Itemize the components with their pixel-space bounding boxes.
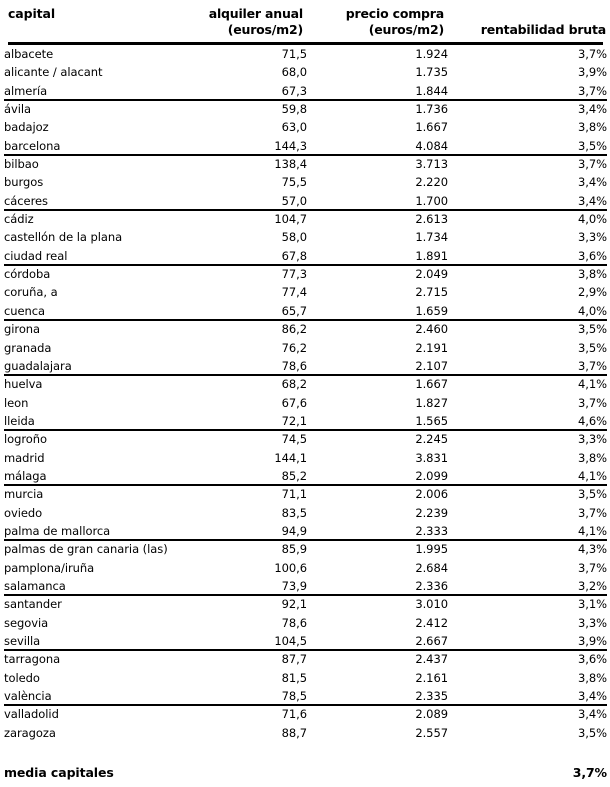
cell-precio: 2.239 [415,505,448,520]
cell-rentabilidad: 4,1% [577,523,607,538]
cell-precio: 1.667 [415,120,448,135]
cell-precio: 1.667 [415,377,448,392]
table-row[interactable] [4,340,606,358]
table-row[interactable] [4,596,606,614]
table-row[interactable] [4,284,606,302]
cell-precio: 2.049 [415,267,448,282]
table-row[interactable] [4,138,606,156]
cell-capital: zaragoza [4,725,56,740]
cell-capital: córdoba [4,267,51,282]
cell-rentabilidad: 3,4% [577,175,607,190]
cell-precio: 2.089 [415,707,448,722]
cell-alquiler: 85,9 [281,542,307,557]
cell-capital: pamplona/iruña [4,560,95,575]
cell-rentabilidad: 3,6% [577,248,607,263]
cell-rentabilidad: 3,7% [577,83,607,98]
column-header-rentabilidad-bruta: rentabilidad bruta [480,21,606,37]
table-row[interactable] [4,358,606,376]
cell-rentabilidad: 3,5% [577,340,607,355]
column-header-capital: capital [8,6,56,21]
table-row[interactable] [4,486,606,504]
cell-rentabilidad: 3,4% [577,193,607,208]
cell-rentabilidad: 3,3% [577,432,607,447]
cell-alquiler: 71,5 [281,47,307,61]
table-footer [4,765,606,787]
table-row[interactable] [4,119,606,137]
cell-alquiler: 63,0 [281,120,307,135]
cell-alquiler: 104,7 [274,212,307,227]
cell-precio: 1.995 [415,542,448,557]
cell-rentabilidad: 3,5% [577,487,607,502]
cell-capital: granada [4,340,52,355]
cell-rentabilidad: 3,2% [577,578,607,593]
cell-precio: 1.565 [415,413,448,428]
cell-precio: 1.700 [415,193,448,208]
cell-capital: madrid [4,450,45,465]
table-row[interactable] [4,266,606,284]
cell-precio: 4.084 [415,138,448,153]
cell-alquiler: 138,4 [274,157,307,172]
cell-alquiler: 57,0 [281,193,307,208]
cell-alquiler: 59,8 [281,102,307,117]
table-row[interactable] [4,706,606,724]
cell-capital: logroño [4,432,48,447]
table-row[interactable] [4,64,606,82]
cell-rentabilidad: 4,1% [577,377,607,392]
table-row[interactable] [4,156,606,174]
table-row-group [4,486,606,541]
cell-rentabilidad: 4,0% [577,212,607,227]
cell-alquiler: 74,5 [281,432,307,447]
cell-alquiler: 100,6 [274,560,307,575]
cell-precio: 2.460 [415,322,448,337]
table-row[interactable] [4,46,606,64]
cell-rentabilidad: 3,5% [577,322,607,337]
cell-capital: santander [4,597,62,612]
cell-rentabilidad: 3,7% [577,157,607,172]
cell-rentabilidad: 3,7% [577,358,607,373]
cell-rentabilidad: 3,7% [577,47,607,61]
table-row[interactable] [4,560,606,578]
cell-capital: almería [4,83,48,98]
cell-alquiler: 144,3 [274,138,307,153]
cell-precio: 2.006 [415,487,448,502]
cell-capital: segovia [4,615,49,630]
cell-precio: 2.335 [415,689,448,704]
table-row[interactable] [4,633,606,651]
cell-rentabilidad: 3,4% [577,102,607,117]
cell-precio: 2.613 [415,212,448,227]
table-row-group [4,156,606,211]
table-row[interactable] [4,101,606,119]
cell-alquiler: 88,7 [281,725,307,740]
cell-rentabilidad: 3,7% [577,505,607,520]
cell-rentabilidad: 3,7% [577,560,607,575]
cell-precio: 1.734 [415,230,448,245]
cell-alquiler: 92,1 [281,597,307,612]
cell-alquiler: 71,1 [281,487,307,502]
cell-capital: salamanca [4,578,66,593]
cell-capital: oviedo [4,505,43,520]
cell-precio: 3.010 [415,597,448,612]
cell-precio: 1.659 [415,303,448,318]
cell-rentabilidad: 3,9% [577,634,607,648]
cell-rentabilidad: 3,8% [577,267,607,282]
cell-capital: tarragona [4,652,61,667]
cell-capital: castellón de la plana [4,230,123,245]
table-row[interactable] [4,321,606,339]
table-row-group [4,431,606,486]
cell-precio: 1.735 [415,65,448,80]
table-row-group [4,321,606,376]
cell-precio: 1.736 [415,102,448,117]
cell-rentabilidad: 3,4% [577,689,607,704]
table-row[interactable] [4,248,606,266]
cell-capital: huelva [4,377,43,392]
cell-alquiler: 73,9 [281,578,307,593]
cell-rentabilidad: 3,6% [577,652,607,667]
cell-capital: cádiz [4,212,34,227]
cell-alquiler: 104,5 [274,634,307,648]
cell-alquiler: 83,5 [281,505,307,520]
cell-capital: sevilla [4,634,41,648]
cell-precio: 1.827 [415,395,448,410]
cell-alquiler: 65,7 [281,303,307,318]
table-row[interactable] [4,670,606,688]
cell-capital: badajoz [4,120,49,135]
cell-alquiler: 68,0 [281,65,307,80]
table-row-group [4,101,606,156]
cell-alquiler: 58,0 [281,230,307,245]
cell-rentabilidad: 3,3% [577,615,607,630]
table-row[interactable] [4,413,606,431]
cell-alquiler: 67,8 [281,248,307,263]
column-header-alquiler-line1: alquiler anual [208,6,303,21]
column-header-precio-line1: precio compra [345,6,444,21]
cell-alquiler: 144,1 [274,450,307,465]
cell-capital: coruña, a [4,285,58,300]
cell-precio: 1.924 [415,47,448,61]
table-row[interactable] [4,211,606,229]
cell-capital: murcia [4,487,44,502]
cell-rentabilidad: 3,8% [577,120,607,135]
cell-precio: 2.099 [415,468,448,483]
cell-alquiler: 77,3 [281,267,307,282]
cell-alquiler: 67,3 [281,83,307,98]
cell-capital: barcelona [4,138,61,153]
cell-rentabilidad: 3,5% [577,725,607,740]
table-row[interactable] [4,468,606,486]
table-row[interactable] [4,395,606,413]
cell-capital: valència [4,689,52,704]
table-row[interactable] [4,651,606,669]
cell-alquiler: 87,7 [281,652,307,667]
cell-rentabilidad: 3,3% [577,230,607,245]
table-row-group [4,46,606,101]
cell-precio: 2.715 [415,285,448,300]
cell-rentabilidad: 3,9% [577,65,607,80]
cell-capital: albacete [4,47,54,61]
table-header [4,0,606,43]
cell-rentabilidad: 4,0% [577,303,607,318]
cell-rentabilidad: 3,1% [577,597,607,612]
cell-precio: 2.191 [415,340,448,355]
cell-rentabilidad: 3,8% [577,670,607,685]
cell-precio: 2.412 [415,615,448,630]
table-row[interactable] [4,229,606,247]
table-row[interactable] [4,83,606,101]
cell-alquiler: 94,9 [281,523,307,538]
table-row[interactable] [4,376,606,394]
cell-precio: 2.684 [415,560,448,575]
table-row-group [4,266,606,321]
table-row[interactable] [4,431,606,449]
cell-precio: 1.891 [415,248,448,263]
cell-rentabilidad: 3,4% [577,707,607,722]
cell-rentabilidad: 2,9% [577,285,607,300]
cell-rentabilidad: 4,6% [577,413,607,428]
cell-precio: 2.667 [415,634,448,648]
table-row[interactable] [4,523,606,541]
cell-alquiler: 68,2 [281,377,307,392]
cell-alquiler: 75,5 [281,175,307,190]
column-header-alquiler-line2: (euros/m2) [227,21,303,37]
cell-capital: bilbao [4,157,39,172]
cell-precio: 2.161 [415,670,448,685]
cell-alquiler: 78,6 [281,615,307,630]
cell-rentabilidad: 4,1% [577,468,607,483]
column-header-precio-line2: (euros/m2) [368,21,444,37]
cell-capital: leon [4,395,29,410]
cell-capital: toledo [4,670,40,685]
cell-precio: 2.437 [415,652,448,667]
table-row[interactable] [4,174,606,192]
cell-alquiler: 72,1 [281,413,307,428]
cell-rentabilidad: 3,8% [577,450,607,465]
footer-rentabilidad-value: 3,7% [572,765,607,781]
cell-capital: ávila [4,102,32,117]
table-row[interactable] [4,688,606,706]
cell-alquiler: 85,2 [281,468,307,483]
cell-precio: 3.831 [415,450,448,465]
table-row[interactable] [4,303,606,321]
cell-capital: burgos [4,175,44,190]
cell-capital: guadalajara [4,358,72,373]
cell-alquiler: 76,2 [281,340,307,355]
cell-precio: 2.245 [415,432,448,447]
table-row[interactable] [4,615,606,633]
cell-precio: 3.713 [415,157,448,172]
cell-capital: girona [4,322,41,337]
cell-capital: ciudad real [4,248,68,263]
cell-rentabilidad: 4,3% [577,542,607,557]
table-row-group [4,211,606,266]
table-row[interactable] [4,725,606,743]
cell-rentabilidad: 3,5% [577,138,607,153]
table-row-group [4,651,606,706]
cell-alquiler: 71,6 [281,707,307,722]
cell-rentabilidad: 3,7% [577,395,607,410]
cell-alquiler: 81,5 [281,670,307,685]
cell-capital: valladolid [4,707,59,722]
cell-alquiler: 67,6 [281,395,307,410]
cell-alquiler: 78,6 [281,358,307,373]
cell-alquiler: 78,5 [281,689,307,704]
cell-capital: lleida [4,413,35,428]
cell-capital: palma de mallorca [4,523,111,538]
table-row[interactable] [4,578,606,596]
cell-capital: cuenca [4,303,46,318]
cell-capital: cáceres [4,193,48,208]
cell-precio: 2.557 [415,725,448,740]
cell-capital: málaga [4,468,47,483]
cell-capital: alicante / alacant [4,65,103,80]
table-row-group [4,706,606,743]
cell-precio: 2.333 [415,523,448,538]
header-rule [8,42,603,45]
table-row[interactable] [4,450,606,468]
cell-alquiler: 86,2 [281,322,307,337]
cell-precio: 2.107 [415,358,448,373]
table-row-group [4,376,606,431]
cell-precio: 2.336 [415,578,448,593]
table-row[interactable] [4,541,606,559]
table-row[interactable] [4,505,606,523]
cell-precio: 1.844 [415,83,448,98]
table-body [4,46,606,743]
cell-precio: 2.220 [415,175,448,190]
cell-alquiler: 77,4 [281,285,307,300]
cell-capital: palmas de gran canaria (las) [4,542,168,557]
table-row[interactable] [4,193,606,211]
table-row-group [4,541,606,596]
footer-label: media capitales [4,765,114,781]
table-row-group [4,596,606,651]
